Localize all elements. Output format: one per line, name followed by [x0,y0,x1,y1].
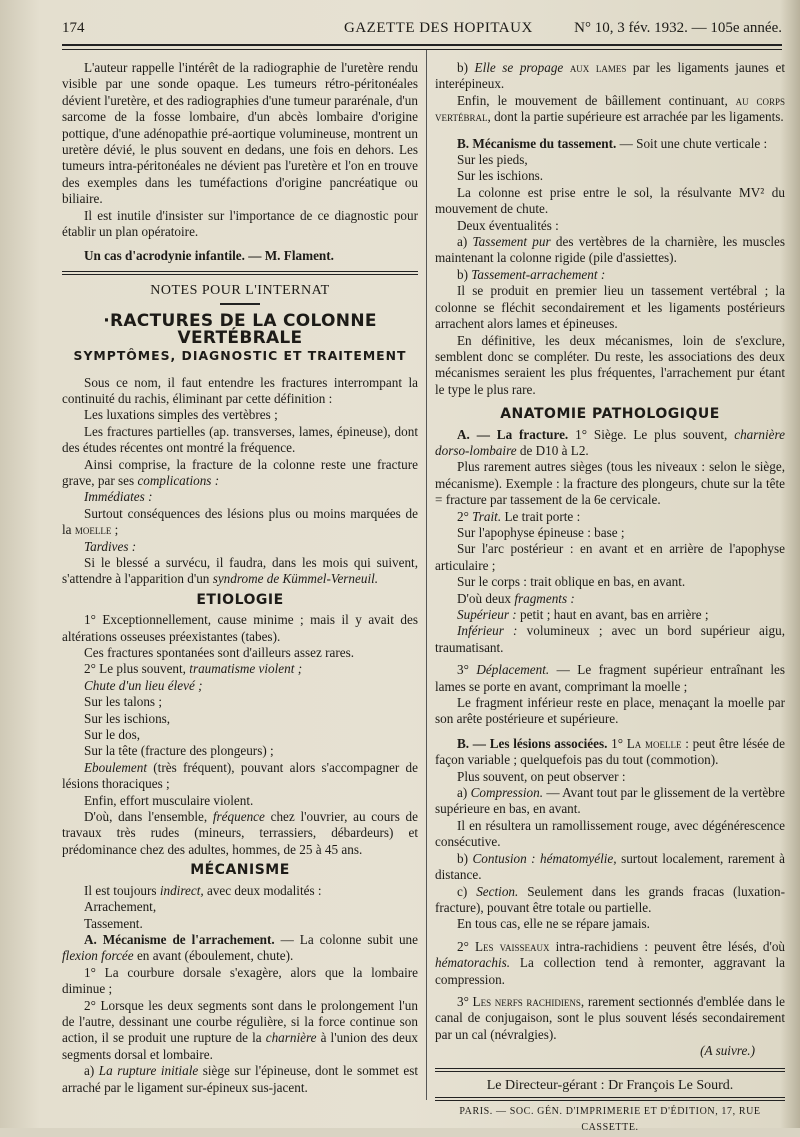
text: chez l'ouvrier, au cours de travaux très rudes (mineurs, terrassiers, débardeurs) et prédominance chez des adultes, hommes, de 25 à 45 ans. [62,809,419,857]
text: (très fréquent), pouvant alors s'accompagner de lésions thoraciques ; [62,759,419,792]
text-italic: Eboulement [84,759,147,775]
text: des vertèbres de la charnière, les muscles maintenant la colonne rigide (pile d'assiettes). [435,234,785,266]
heading-anatomie: ANATOMIE PATHOLOGIQUE [500,406,720,423]
etio-3 [62,661,418,677]
r-para-9 [435,267,785,283]
para-definition: Sous ce nom, il faut entendre les fractures interrompant la continuité du rachis, éliminant par cette définition : [62,374,418,406]
anat-1 [435,427,785,460]
text: Surtout conséquences des lésions plus ou moins marquées de la [62,505,418,538]
etio-4: Chute d'un lieu élevé ; [84,677,203,693]
text-italic: Elle se propage [474,60,564,75]
etio-6: Sur les ischions, [84,710,171,726]
text-italic: complications : [137,472,220,488]
text-italic: syndrome de Kümmel-Verneuil. [212,571,379,587]
text: — Soit une chute verticale : [619,135,768,151]
text-smallcaps: aux lames [569,60,627,75]
heading-etiologie: ETIOLOGIE [196,591,284,608]
text: volumineux ; avec un bord supérieur aigu, traumatisant. [435,623,785,655]
etio-7: Sur le dos, [84,727,141,743]
acrodynie-line: Un cas d'acrodynie infantile. — M. Flament. [84,248,334,264]
etio-10: Enfin, effort musculaire violent. [84,792,254,808]
r-para-5: Sur les ischions. [457,168,544,184]
text-smallcaps: Les vaisseaux [474,938,550,954]
para-partial: Les fractures partielles (ap. transverses, lames, épineuse), dont des études récentes ont montré la fréquence. [62,423,418,456]
para-luxations: Les luxations simples des vertèbres ; [84,407,278,423]
r-para-3 [435,136,785,152]
text: b) [457,850,468,866]
text-italic: La rupture initiale [98,1063,199,1079]
text: a) [84,1063,95,1079]
text: a) [457,234,468,250]
text: petit ; haut en avant, bas en arrière ; [520,607,709,622]
anat-11: Le fragment inférieur reste en place, menaçant la moelle par son arête postérieure et supérieure. [435,695,785,727]
text: Enfin, le mouvement de bâillement continuant, [457,92,728,108]
r-para-4: Sur les pieds, [457,152,528,168]
text: — Le fragment supérieur entraînant les lames se porte en avant, comprimant la moelle ; [435,662,786,694]
text-bold: A. — La fracture. [457,426,569,442]
heading-mecanisme: MÉCANISME [190,862,290,879]
anat-6: Sur le corps : trait oblique en bas, en avant. [457,574,686,590]
text-italic: Tassement-arrachement : [471,266,606,282]
text: rarement sectionnés d'emblée dans le canal de conjugaison, sont le plus souvent lésés secondairement par un cal (névralgies). [435,993,785,1042]
text-smallcaps: moelle ; [74,522,119,538]
text: siège sur l'épineuse, dont le sommet est arraché par le ligament sur-épineux sus-jacent. [62,1063,418,1095]
anat-8 [435,607,785,623]
anat-4: Sur l'apophyse épineuse : base ; [457,524,625,540]
text-italic: traumatisme violent ; [189,661,303,677]
text: en avant (éboulement, chute). [136,948,294,964]
text: 2° [457,508,469,524]
text: 1° Siège. Le plus souvent, [575,426,728,442]
immediate-label: Immédiates : [84,489,153,505]
text-italic: flexion forcée [62,948,134,964]
footer-rule-2 [435,1097,785,1101]
text: — Avant tout par le glissement de la vertèbre supérieure en bas, en avant. [435,785,786,817]
text: 2° [457,938,469,954]
text-italic: charnière dorso-lombaire [435,426,786,458]
text-smallcaps: La moelle [626,735,682,751]
article-title: ·RACTURES DE LA COLONNE VERTÉBRALE [103,311,377,348]
text: — La colonne subit une [280,931,418,947]
text: Si le blessé a survécu, il faudra, dans les mois qui suivent, s'attendre à l'apparition d'un [62,554,418,587]
printer-line: PARIS. — SOC. GÉN. D'IMPRIMERIE ET D'ÉDITION, 17, RUE CASSETTE. [459,1105,761,1134]
text: de D10 à L2. [519,442,589,458]
anat-7 [435,591,785,607]
lesions-1 [435,736,785,769]
para-grave [62,457,418,490]
r-para-10: Il se produit en premier lieu un tassement vertébral ; la colonne se fléchit secondairement et les ligaments postérieurs arrachent alors lames et épineuses. [435,283,785,332]
text: D'où, dans l'ensemble, [84,809,208,825]
text-italic: fréquence [212,809,265,825]
r-para-2 [435,93,785,126]
text-italic: hématorachis. [435,955,511,971]
section-rule [62,271,418,275]
etio-5: Sur les talons ; [84,694,163,710]
r-para-7: Deux éventualités : [457,217,559,233]
header-rule-thin [62,49,782,50]
text: La collection tend à remonter, aggravant la compression. [435,955,785,987]
lesions-6 [435,884,785,917]
anat-10 [435,662,785,695]
text-italic: Contusion : hématomyélie, [472,850,617,866]
text-bold: A. Mécanisme de l'arrachement. [84,931,275,947]
lesions-9 [435,994,785,1043]
intro-paragraph-1: L'auteur rappelle l'intérêt de la radiographie de l'uretère rendu visible par une sonde opaque. Les tumeurs rétro-péritonéales dévient l'uretère, et des radiographies d'une tumeur pararénale, d'un sarcome de la fosse lombaire, d'un abcès lombaire d'origine pottique, d'une adénopathie pré-aortique volumineuse, montrent un uretère dévié, le plus souvent en dedans, une fois en dehors. Les tumeurs intra-péritonéales ne dévient pas l'uretère et l'on en trouve des exemples dans les tuméfactions d'origine pancréatique ou biliaire. [62,60,418,207]
meca-7 [62,1063,418,1096]
left-column [62,60,418,1096]
issue-info: N° 10, 3 fév. 1932. — 105e année. [574,20,782,36]
text: avec deux modalités : [206,882,322,898]
meca-5: 1° La courbure dorsale s'exagère, alors que la lombaire diminue ; [62,964,418,997]
intro-paragraph-2: Il est inutile d'insister sur l'importance de ce diagnostic pour établir un plan opératoire. [62,207,418,240]
lesions-3 [435,785,785,818]
text-italic: Trait. [472,508,502,524]
short-rule [220,303,260,305]
text: dont la partie supérieure est arrachée par les ligaments. [494,109,784,125]
right-column [435,60,785,1137]
text: : peut être lésée de façon variable ; quelquefois pas du tout (commotion). [435,735,785,768]
text-italic: Section. [476,883,519,899]
text: c) [457,883,468,899]
text-bold: B. — Les lésions associées. [457,735,608,751]
lesions-5 [435,851,785,884]
r-para-8 [435,234,785,267]
text: à l'union des deux segments dorsal et lombaire. [62,1030,419,1062]
anat-2: Plus rarement autres sièges (tous les niveaux : selon le siège, mécanisme). Exemple : la fracture des plongeurs, chute sur la tête = fracture par tassement de la 6e cervicale. [435,459,785,508]
text-italic: Déplacement. [476,662,550,678]
lesions-8 [435,939,785,988]
meca-2: Arrachement, [84,899,157,915]
text-italic: Inférieur : [457,623,518,639]
meca-6 [62,998,418,1064]
text: 3° [457,662,469,678]
lesions-4: Il en résultera un ramollissement rouge, avec dégénérescence consécutive. [435,817,785,850]
late-label: Tardives : [84,538,137,554]
text: Il est toujours [84,882,157,898]
column-separator [426,50,427,1100]
text-italic: fragments : [514,590,575,606]
director-signature: Le Directeur-gérant : Dr François Le Sourd. [486,1077,734,1093]
text-italic: Supérieur : [457,607,517,622]
footer-rule [435,1068,785,1072]
text-bold: B. Mécanisme du tassement. [457,135,617,151]
r-para-11: En définitive, les deux mécanismes, loin de s'exclure, semblent donc se compléter. Du reste, les associations des deux mécanismes seraient les plus fréquentes, l'arrachement pur étant le type le plus rare. [435,332,785,397]
lesions-7: En tous cas, elle ne se répare jamais. [457,916,650,932]
text: intra-rachidiens : peuvent être lésés, d'où [555,938,786,954]
etio-2: Ces fractures spontanées sont d'ailleurs assez rares. [84,645,355,660]
text: 1° [611,735,623,751]
to-be-continued: (A suivre.) [700,1043,755,1059]
text-italic: Compression. [470,785,543,801]
meca-3: Tassement. [84,915,143,931]
anat-3 [435,509,785,525]
para-kummel [62,555,418,588]
text: Seulement dans les grands fracas (luxation-fracture), pouvant être totale ou partielle. [435,883,786,915]
page-header [62,18,782,42]
text: 3° [457,993,469,1009]
text: D'où deux [457,590,512,606]
r-para-1 [435,60,785,93]
meca-4 [62,932,418,965]
article-subtitle: SYMPTÔMES, DIAGNOSTIC ET TRAITEMENT [73,348,407,364]
text-smallcaps: Les nerfs rachidiens, [472,993,585,1009]
text: par les ligaments jaunes et interépineux. [435,60,785,92]
notes-heading: NOTES POUR L'INTERNAT [150,282,330,298]
journal-title: GAZETTE DES HOPITAUX [344,20,533,36]
text: surtout localement, rarement à distance. [435,850,786,883]
text: 2° Le plus souvent, [84,661,186,677]
text-italic: indirect, [159,882,204,898]
lesions-2: Plus souvent, on peut observer : [457,768,626,784]
etio-1: 1° Exceptionnellement, cause minime ; mais il y avait des altérations osseuses préexistantes (tabes). [62,612,418,644]
text-smallcaps: au corps vertébral, [435,92,786,125]
text: a) [457,785,468,801]
text: b) [457,60,468,75]
r-para-6: La colonne est prise entre le sol, la résulvante MV² du mouvement de chute. [435,184,785,217]
etio-9 [62,760,418,793]
meca-1 [62,883,418,899]
text: 2° Lorsque les deux segments sont dans le prolongement l'un de l'autre, dessinant une courbe régulière, si la force continue son action, il se produit une rupture de la [62,997,418,1046]
page-number: 174 [62,20,85,36]
text: b) [457,266,468,282]
etio-8: Sur la tête (fracture des plongeurs) ; [84,743,274,759]
para-moelle [62,506,418,539]
text-italic: Tassement pur [472,234,551,250]
header-rule [62,44,782,46]
anat-9 [435,623,785,656]
etio-11 [62,809,418,858]
text: Le trait porte : [504,508,581,524]
text: Ainsi comprise, la fracture de la colonne reste une fracture grave, par ses [62,456,418,488]
anat-5: Sur l'arc postérieur : en avant et en arrière de l'apophyse articulaire ; [435,541,785,573]
text-italic: charnière [265,1030,317,1046]
